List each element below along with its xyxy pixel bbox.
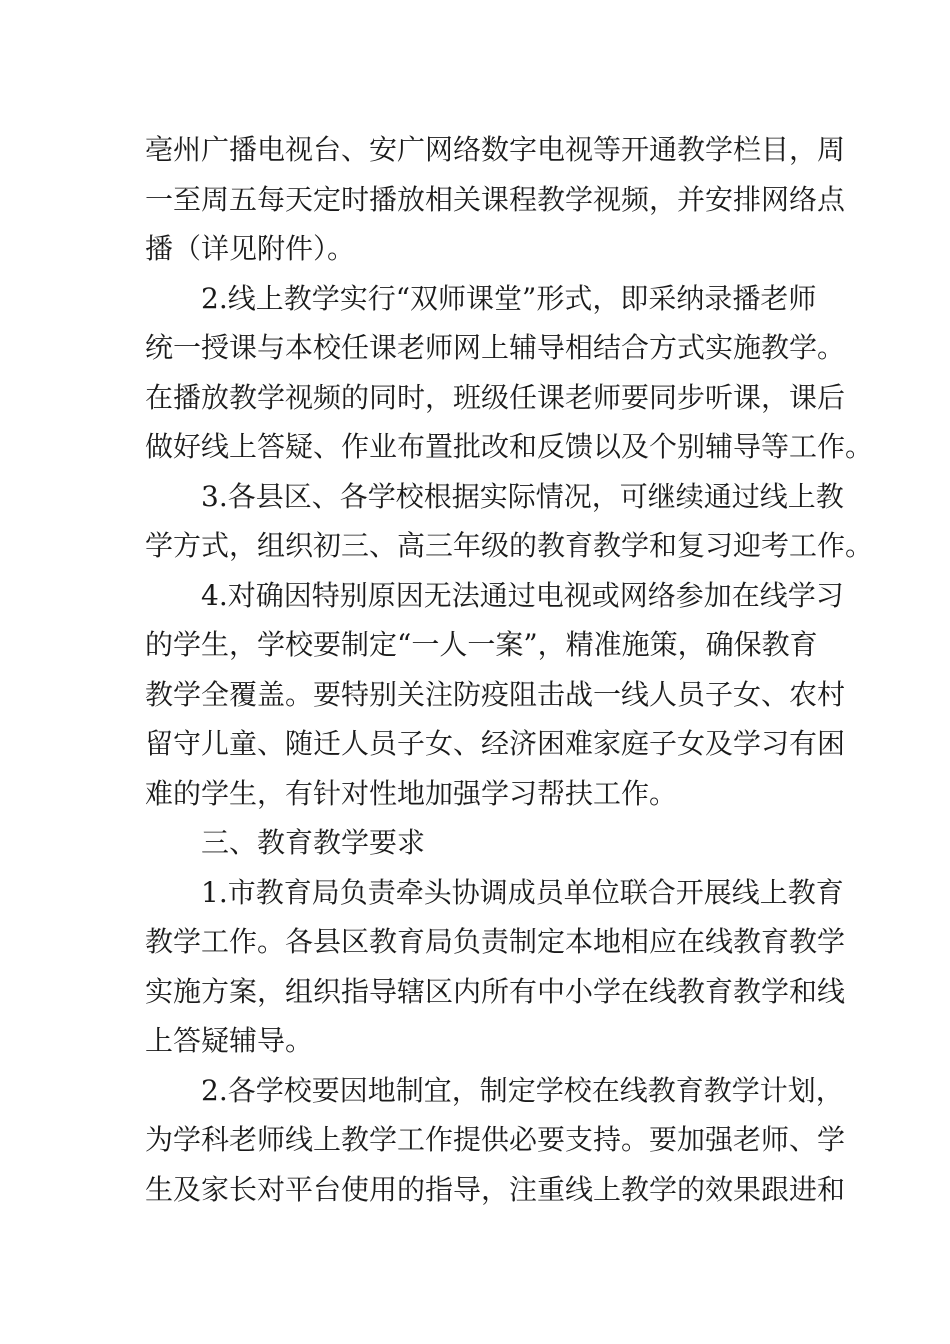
paragraph-start-line: 1.市教育局负责牵头协调成员单位联合开展线上教育 [201, 875, 844, 909]
paragraph-start-line: 2.线上教学实行“双师课堂”形式，即采纳录播老师 [201, 281, 817, 315]
text-line: 为学科老师线上教学工作提供必要支持。要加强老师、学 [145, 1123, 846, 1156]
text-line: 教学全覆盖。要特别关注防疫阻击战一线人员子女、农村 [145, 677, 846, 711]
text-line: 亳州广播电视台、安广网络数字电视等开通教学栏目，周 [145, 133, 846, 166]
text-line: 实施方案，组织指导辖区内所有中小学在线教育教学和线 [145, 974, 846, 1008]
text-line: 生及家长对平台使用的指导，注重线上教学的效果跟进和 [145, 1172, 846, 1206]
paragraph-start-line: 2.各学校要因地制宜，制定学校在线教育教学计划， [201, 1073, 844, 1107]
text-line: 上答疑辅导。 [145, 1024, 314, 1057]
paragraph-start-line: 3.各县区、各学校根据实际情况，可继续通过线上教 [201, 479, 844, 513]
text-line: 学方式，组织初三、高三年级的教育教学和复习迎考工作。 [145, 529, 874, 562]
text-line: 难的学生，有针对性地加强学习帮扶工作。 [145, 776, 678, 810]
text-line: 在播放教学视频的同时，班级任课老师要同步听课，课后 [145, 380, 846, 414]
text-line: 教学工作。各县区教育局负责制定本地相应在线教育教学 [145, 925, 846, 958]
text-line: 一至周五每天定时播放相关课程教学视频，并安排网络点 [145, 182, 846, 216]
document-body [145, 125, 874, 1214]
text-line: 播（详见附件）。 [145, 232, 356, 265]
text-line: 留守儿童、随迁人员子女、经济困难家庭子女及学习有困 [145, 727, 846, 760]
text-line: 的学生，学校要制定“一人一案”，精准施策，确保教育 [145, 628, 818, 661]
text-line: 做好线上答疑、作业布置批改和反馈以及个别辅导等工作。 [145, 430, 874, 463]
text-line: 统一授课与本校任课老师网上辅导相结合方式实施教学。 [145, 331, 846, 364]
section-heading: 三、教育教学要求 [201, 826, 426, 859]
paragraph-start-line: 4.对确因特别原因无法通过电视或网络参加在线学习 [201, 578, 844, 612]
